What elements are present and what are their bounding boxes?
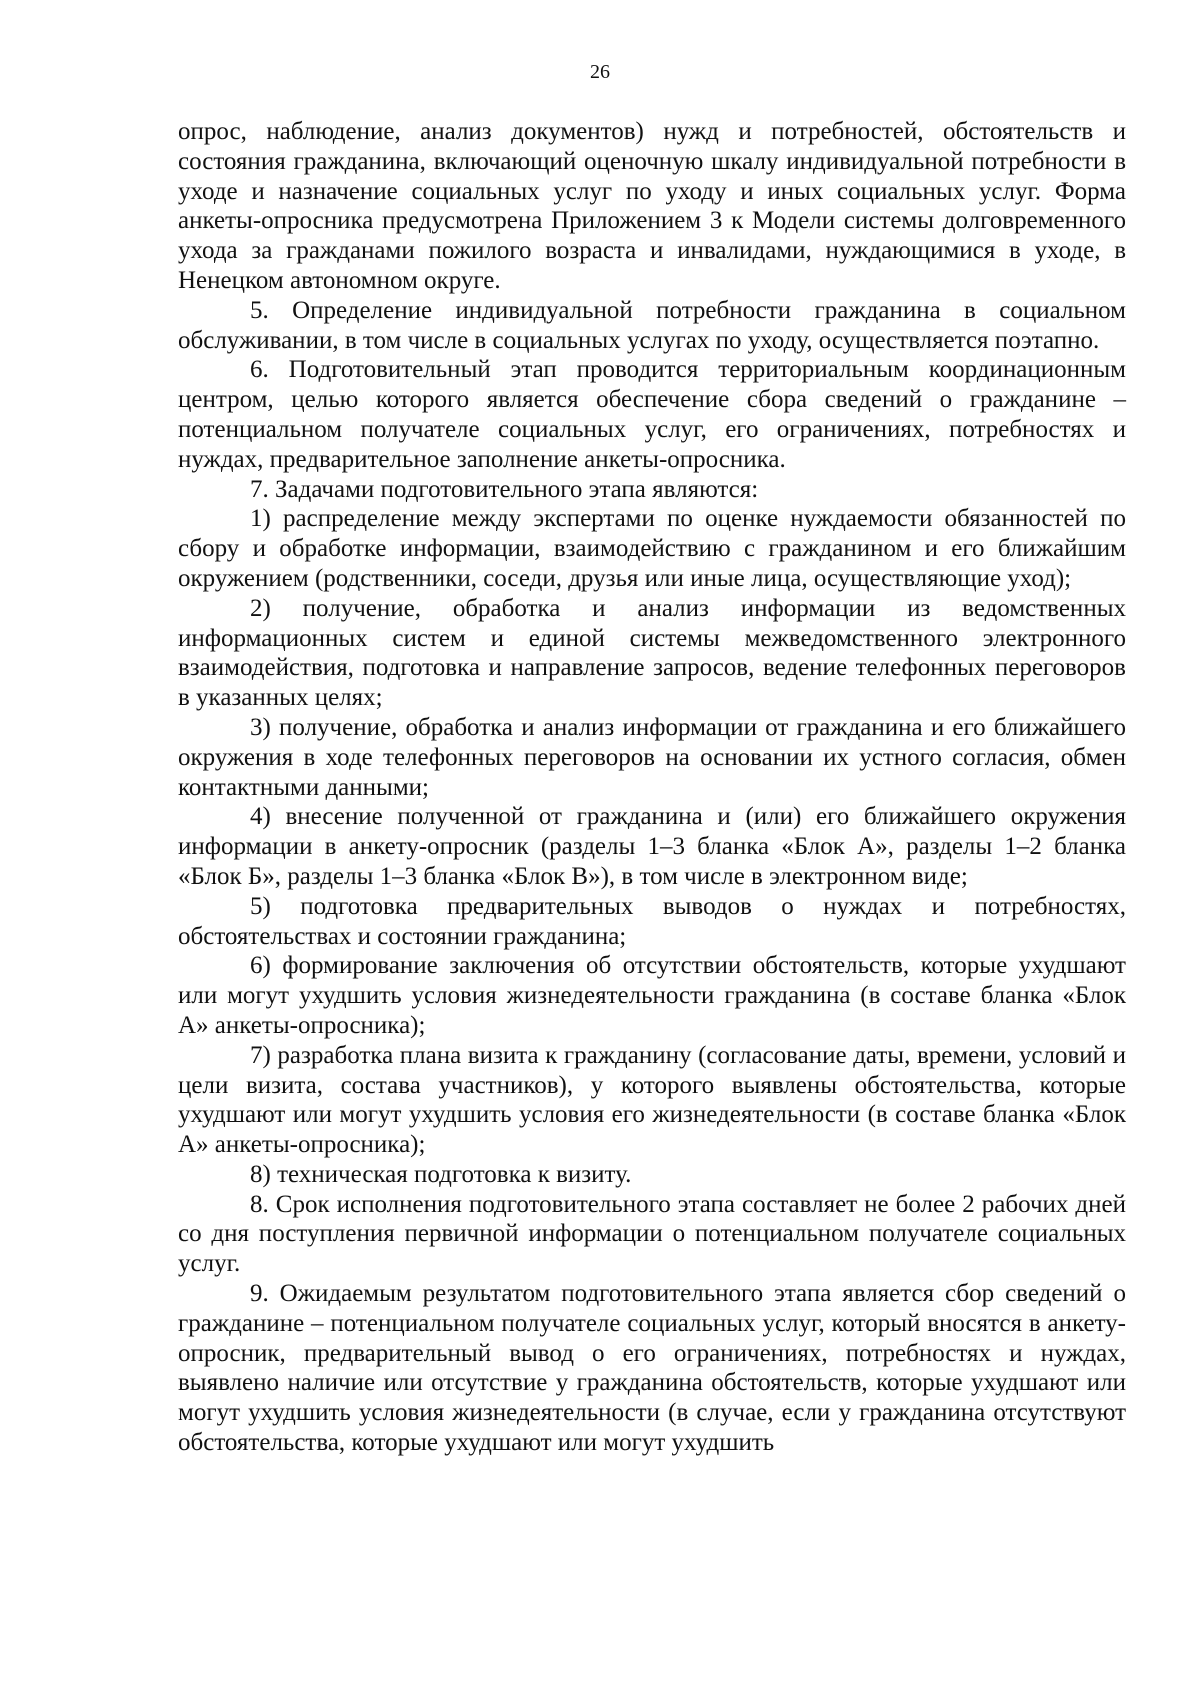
subitem-4: 4) внесение полученной от гражданина и (или) его ближайшего окружения информации в анкету-опросник (разделы 1–3 бланка «Блок А», разделы 1–2 бланка «Блок Б», разделы 1–3 бланка «Блок В»), в том числе в электронном виде; <box>178 803 1126 890</box>
paragraph-item-6: 6. Подготовительный этап проводится территориальным координационным центром, целью которого является обеспечение сбора сведений о гражданине – потенциальном получателе социальных услуг, его ограничениях, потребностях и нуждах, предварительное заполнение анкеты-опросника. <box>178 356 1126 473</box>
paragraph-item-5: 5. Определение индивидуальной потребности гражданина в социальном обслуживании, в том числе в социальных услугах по уходу, осуществляется поэтапно. <box>178 296 1126 354</box>
document-body <box>178 117 1126 1458</box>
subitem-7: 7) разработка плана визита к гражданину (согласование даты, времени, условий и цели визита, состава участников), у которого выявлены обстоятельства, которые ухудшают или могут ухудшить условия его жизнедеятельности (в составе бланка «Блок А» анкеты-опросника); <box>178 1041 1126 1159</box>
paragraph-item-7: 7. Задачами подготовительного этапа являются: <box>250 475 759 503</box>
subitem-2: 2) получение, обработка и анализ информации из ведомственных информационных систем и единой системы межведомственного электронного взаимодействия, подготовка и направление запросов, ведение телефонных переговоров в указанных целях; <box>178 594 1126 712</box>
paragraph-item-8: 8. Срок исполнения подготовительного этапа составляет не более 2 рабочих дней со дня поступления первичной информации о потенциальном получателе социальных услуг. <box>178 1190 1126 1278</box>
paragraph-continuation: опрос, наблюдение, анализ документов) нужд и потребностей, обстоятельств и состояния гражданина, включающий оценочную шкалу индивидуальной потребности в уходе и назначение социальных услуг по уходу и иных социальных услуг. Форма анкеты-опросника предусмотрена Приложением 3 к Модели системы долговременного ухода за гражданами пожилого возраста и инвалидами, нуждающимися в уходе, в Ненецком автономном округе. <box>178 118 1126 294</box>
subitem-5: 5) подготовка предварительных выводов о нуждах и потребностях, обстоятельствах и состоянии гражданина; <box>178 892 1126 950</box>
subitem-8: 8) техническая подготовка к визиту. <box>250 1160 632 1188</box>
paragraph-item-9: 9. Ожидаемым результатом подготовительного этапа является сбор сведений о гражданине – потенциальном получателе социальных услуг, который вносятся в анкету-опросник, предварительный вывод о его ограничениях, потребностях и нуждах, выявлено наличие или отсутствие у гражданина обстоятельств, которые ухудшают или могут ухудшить условия жизнедеятельности (в случае, если у гражданина отсутствуют обстоятельства, которые ухудшают или могут ухудшить <box>178 1280 1126 1457</box>
subitem-6: 6) формирование заключения об отсутствии обстоятельств, которые ухудшают или могут ухудшить условия жизнедеятельности гражданина (в составе бланка «Блок А» анкеты-опросника); <box>178 952 1126 1039</box>
subitem-1: 1) распределение между экспертами по оценке нуждаемости обязанностей по сбору и обработке информации, взаимодействию с гражданином и его ближайшим окружением (родственники, соседи, друзья или иные лица, осуществляющие уход); <box>178 505 1126 592</box>
subitem-3: 3) получение, обработка и анализ информации от гражданина и его ближайшего окружения в ходе телефонных переговоров на основании их устного согласия, обмен контактными данными; <box>178 713 1126 801</box>
page-number: 26 <box>590 61 610 83</box>
